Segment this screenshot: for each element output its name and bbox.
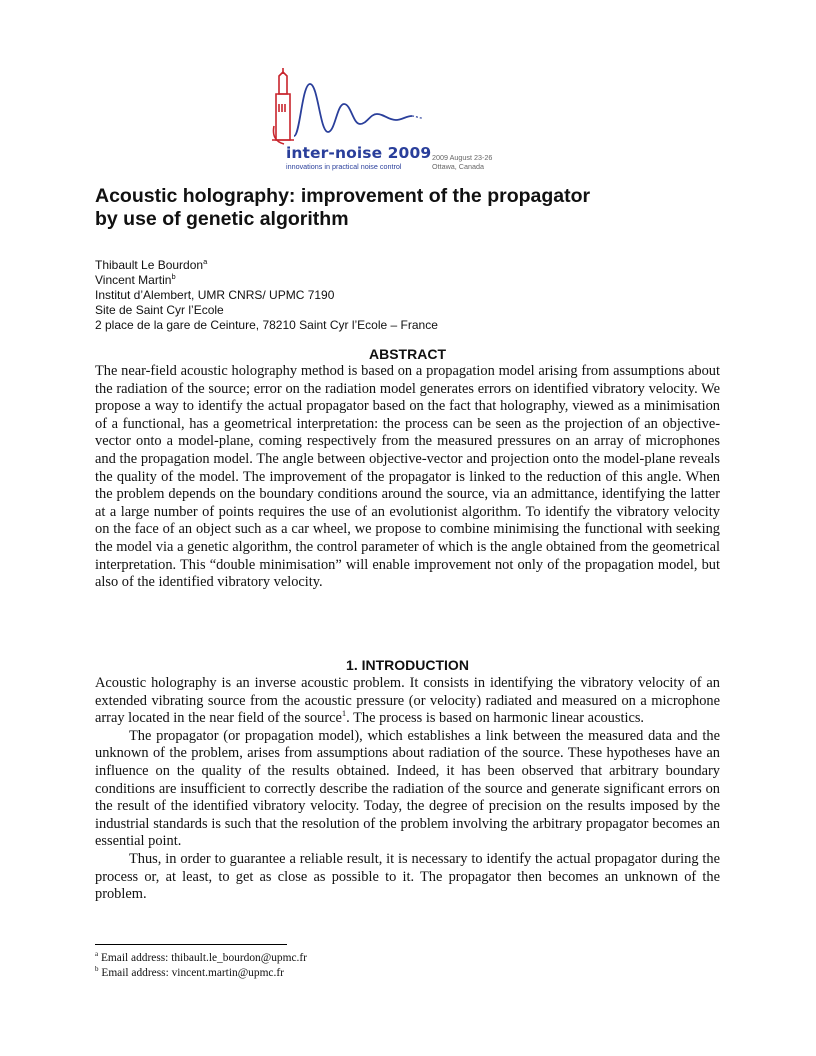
logo-wordmark: inter-noise 2009 — [286, 144, 432, 162]
footnotes — [95, 951, 495, 980]
intro-paragraph-3: Thus, in order to guarantee a reliable result, it is necessary to identify the actual propagator during the process or, at least, to get as close as possible to it. The propagator then becomes an unknown of the problem. — [95, 850, 720, 903]
tower-wave-graphic — [262, 66, 522, 146]
author-mark: b — [171, 272, 176, 281]
footnote-mark: b — [95, 964, 99, 973]
conference-logo — [262, 66, 522, 176]
abstract-body — [95, 363, 720, 592]
reference-mark: 1 — [341, 708, 347, 719]
paper-title — [95, 185, 735, 231]
intro-p1-text-end: . The process is based on harmonic linear acoustics. — [346, 710, 645, 727]
author-block — [95, 258, 695, 333]
intro-paragraph-1 — [95, 675, 720, 728]
affiliation-line: Institut d’Alembert, UMR CNRS/ UPMC 7190 — [95, 288, 335, 302]
author-1 — [95, 258, 695, 273]
footnote-divider — [95, 944, 287, 945]
logo-location-line: Ottawa, Canada — [432, 162, 484, 171]
footnote — [95, 966, 495, 981]
abstract-paragraph: The near-field acoustic holography method is based on a propagation model arising from assumptions about the radiation of the source; error on the radiation model generates errors on identified vibratory velocity. We propose a way to identify the actual propagator based on the fact that holography, viewed as a minimisation of a functional, has a geometrical interpretation: the process can be seen as the projection of an objective-vector onto a model-plane, coming respectively from the measured pressures on an array of microphones and the propagation model. The angle between objective-vector and projection onto the model-plane reveals the quality of the model. The improvement of the propagator is linked to the reduction of this angle. When the problem depends on the boundary conditions around the source, via an admittance, identifying the latter at a large number of points requires the use of an evolutionist algorithm. To identify the vibratory velocity on the face of an object such as a car wheel, we propose to combine minimising the functional with seeking the model via a genetic algorithm, the control parameter of which is the angle obtained from the geometrical interpretation. This “double minimisation” will enable improvement not only of the propagation model, but also of the identified vibratory velocity. — [95, 363, 720, 591]
logo-tagline: innovations in practical noise control — [286, 162, 402, 171]
logo-date-line: 2009 August 23-26 — [432, 153, 493, 162]
intro-paragraph-2: The propagator (or propagation model), which establishes a link between the measured data and the unknown of the problem, arises from assumptions about radiation of the source. These hypotheses have an influence on the quality of the results obtained. Indeed, it has been observed that arbitrary boundary conditions are insufficient to correctly describe the radiation of the source and generate significant errors on the result of the identified vibratory velocity. Today, the degree of precision on the results imposed by the industrial standards is such that the resolution of the problem involving the arbitrary propagator becomes an essential point. — [95, 727, 720, 850]
author-2 — [95, 273, 695, 288]
sound-wave-tail — [412, 116, 422, 118]
affiliation-line: 2 place de la gare de Ceinture, 78210 Saint Cyr l’Ecole – France — [95, 318, 438, 332]
logo-dates — [432, 153, 492, 171]
footnote — [95, 951, 495, 966]
footnote-text: Email address: thibault.le_bourdon@upmc.fr — [100, 952, 307, 964]
logo-hook-line — [273, 126, 284, 144]
sound-wave-icon — [294, 84, 412, 136]
author-name: Vincent Martin — [95, 273, 172, 287]
author-name: Thibault Le Bourdon — [95, 258, 204, 272]
intro-p1-text: Acoustic holography is an inverse acoustic problem. It consists in identifying the vibratory velocity of an extended vibrating source from the acoustic pressure (or velocity) radiated and measured on a microphone array located in the near field of the source — [95, 675, 720, 727]
peace-tower-icon — [272, 68, 294, 140]
introduction-heading: 1. INTRODUCTION — [346, 657, 469, 673]
abstract-heading: ABSTRACT — [369, 346, 446, 362]
title-line-1: Acoustic holography: improvement of the propagator — [95, 185, 591, 207]
author-mark: a — [203, 257, 208, 266]
footnote-mark: a — [95, 950, 99, 959]
introduction-body — [95, 675, 720, 904]
title-line-2: by use of genetic algorithm — [95, 208, 349, 230]
footnote-text: Email address: vincent.martin@upmc.fr — [101, 966, 284, 979]
affiliation-line: Site de Saint Cyr l’Ecole — [95, 303, 224, 317]
